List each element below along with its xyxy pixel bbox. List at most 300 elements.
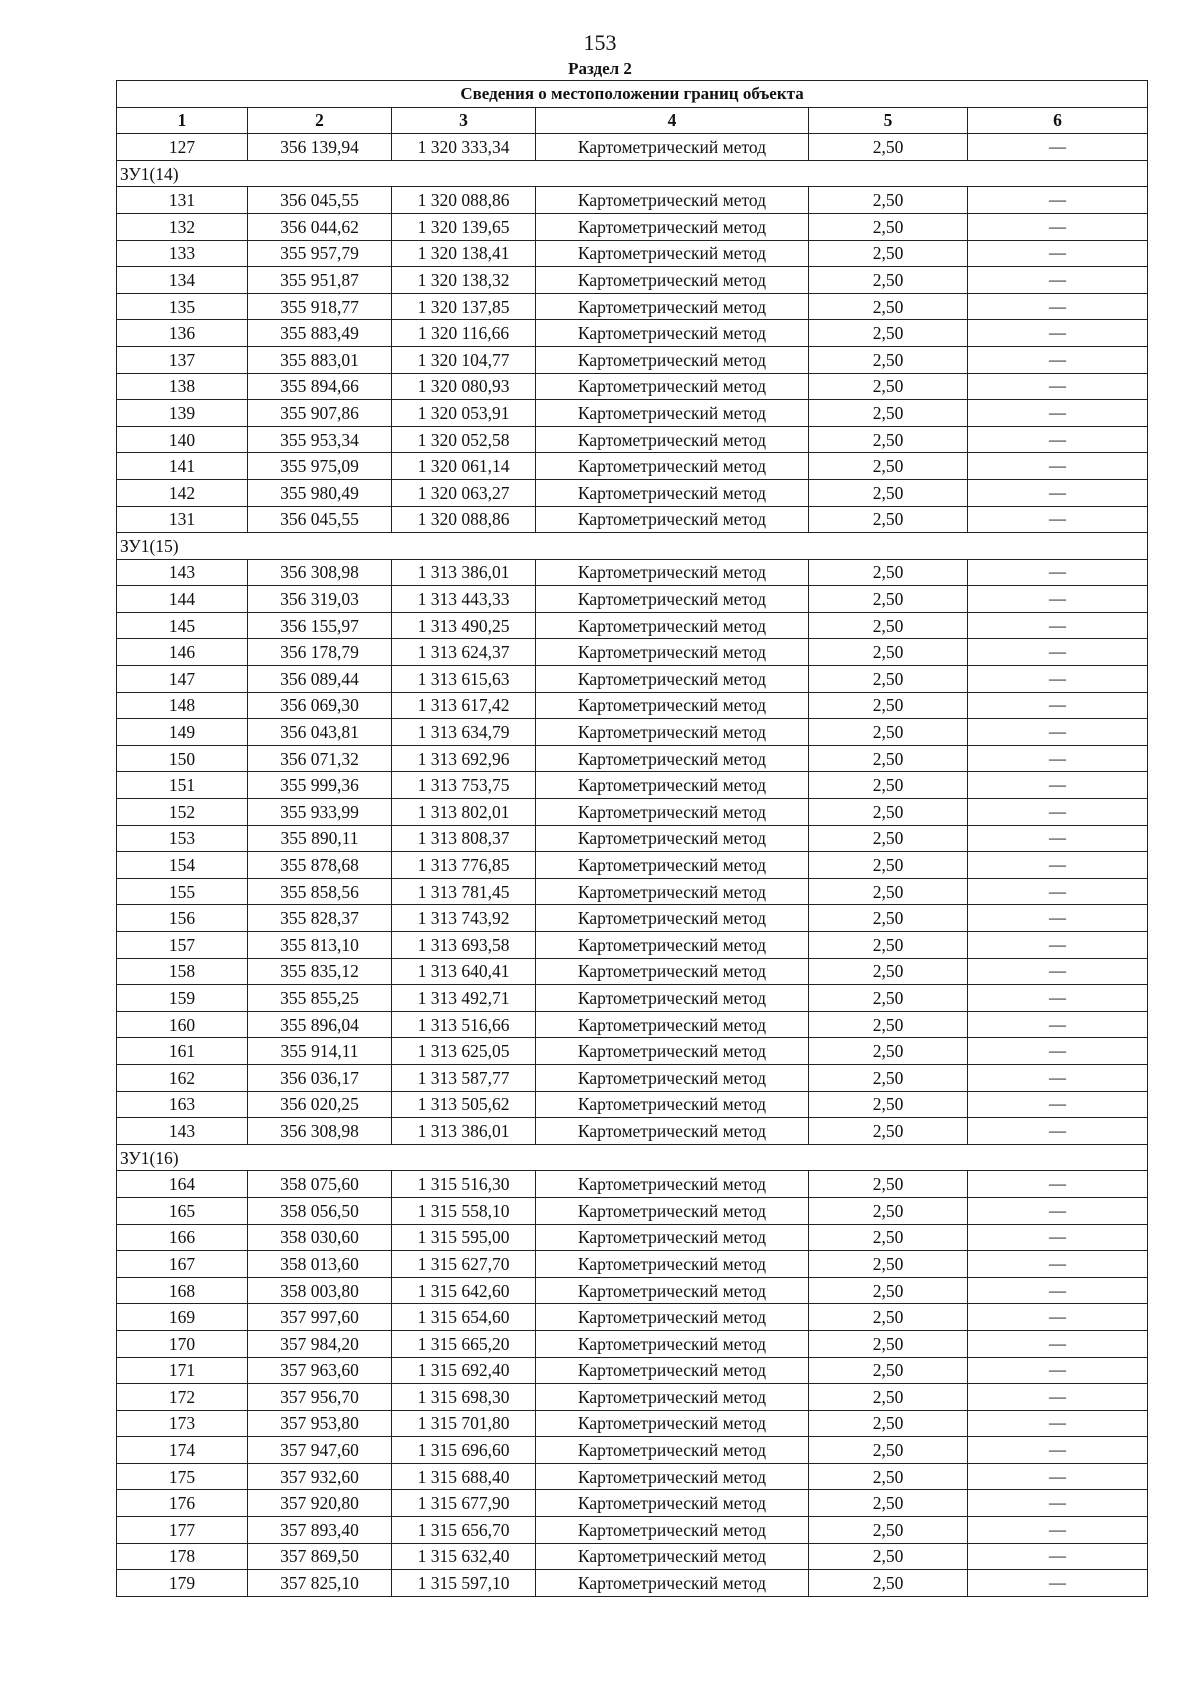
description-cell: — <box>968 134 1148 161</box>
y-coordinate-cell: 1 315 597,10 <box>392 1570 536 1597</box>
description-cell: — <box>968 426 1148 453</box>
table-row <box>117 932 1148 959</box>
accuracy-cell: 2,50 <box>809 1410 968 1437</box>
y-coordinate-cell: 1 313 634,79 <box>392 719 536 746</box>
accuracy-cell: 2,50 <box>809 985 968 1012</box>
table-row <box>117 1171 1148 1198</box>
point-number-cell: 179 <box>117 1570 248 1597</box>
y-coordinate-cell: 1 315 627,70 <box>392 1251 536 1278</box>
x-coordinate-cell: 357 953,80 <box>248 1410 392 1437</box>
group-row <box>117 1144 1148 1171</box>
x-coordinate-cell: 357 825,10 <box>248 1570 392 1597</box>
description-cell: — <box>968 905 1148 932</box>
description-cell: — <box>968 559 1148 586</box>
description-cell: — <box>968 1543 1148 1570</box>
point-number-cell: 142 <box>117 479 248 506</box>
accuracy-cell: 2,50 <box>809 852 968 879</box>
column-header: 6 <box>968 107 1148 134</box>
table-row <box>117 1517 1148 1544</box>
point-number-cell: 170 <box>117 1330 248 1357</box>
point-number-cell: 149 <box>117 719 248 746</box>
method-cell: Картометрический метод <box>536 400 809 427</box>
description-cell: — <box>968 1304 1148 1331</box>
y-coordinate-cell: 1 313 587,77 <box>392 1064 536 1091</box>
description-cell: — <box>968 692 1148 719</box>
column-header: 3 <box>392 107 536 134</box>
y-coordinate-cell: 1 315 656,70 <box>392 1517 536 1544</box>
y-coordinate-cell: 1 315 654,60 <box>392 1304 536 1331</box>
table-row <box>117 878 1148 905</box>
method-cell: Картометрический метод <box>536 267 809 294</box>
accuracy-cell: 2,50 <box>809 187 968 214</box>
accuracy-cell: 2,50 <box>809 1171 968 1198</box>
x-coordinate-cell: 356 044,62 <box>248 213 392 240</box>
accuracy-cell: 2,50 <box>809 958 968 985</box>
method-cell: Картометрический метод <box>536 612 809 639</box>
point-number-cell: 144 <box>117 586 248 613</box>
table-row <box>117 240 1148 267</box>
x-coordinate-cell: 356 319,03 <box>248 586 392 613</box>
description-cell: — <box>968 1517 1148 1544</box>
table-row <box>117 506 1148 533</box>
table-row <box>117 719 1148 746</box>
method-cell: Картометрический метод <box>536 772 809 799</box>
x-coordinate-cell: 355 855,25 <box>248 985 392 1012</box>
accuracy-cell: 2,50 <box>809 1224 968 1251</box>
table-row <box>117 1357 1148 1384</box>
x-coordinate-cell: 358 075,60 <box>248 1171 392 1198</box>
accuracy-cell: 2,50 <box>809 1118 968 1145</box>
x-coordinate-cell: 357 893,40 <box>248 1517 392 1544</box>
y-coordinate-cell: 1 320 104,77 <box>392 346 536 373</box>
point-number-cell: 168 <box>117 1277 248 1304</box>
x-coordinate-cell: 357 963,60 <box>248 1357 392 1384</box>
table-row <box>117 426 1148 453</box>
point-number-cell: 166 <box>117 1224 248 1251</box>
table-row <box>117 612 1148 639</box>
x-coordinate-cell: 355 951,87 <box>248 267 392 294</box>
accuracy-cell: 2,50 <box>809 772 968 799</box>
y-coordinate-cell: 1 320 061,14 <box>392 453 536 480</box>
description-cell: — <box>968 852 1148 879</box>
y-coordinate-cell: 1 313 443,33 <box>392 586 536 613</box>
y-coordinate-cell: 1 315 698,30 <box>392 1384 536 1411</box>
x-coordinate-cell: 356 045,55 <box>248 187 392 214</box>
point-number-cell: 171 <box>117 1357 248 1384</box>
table-row <box>117 1091 1148 1118</box>
method-cell: Картометрический метод <box>536 453 809 480</box>
method-cell: Картометрический метод <box>536 958 809 985</box>
x-coordinate-cell: 355 890,11 <box>248 825 392 852</box>
description-cell: — <box>968 1011 1148 1038</box>
accuracy-cell: 2,50 <box>809 612 968 639</box>
x-coordinate-cell: 356 069,30 <box>248 692 392 719</box>
y-coordinate-cell: 1 320 052,58 <box>392 426 536 453</box>
description-cell: — <box>968 1570 1148 1597</box>
method-cell: Картометрический метод <box>536 320 809 347</box>
column-header-row <box>117 107 1148 134</box>
table-row <box>117 479 1148 506</box>
accuracy-cell: 2,50 <box>809 1490 968 1517</box>
y-coordinate-cell: 1 313 781,45 <box>392 878 536 905</box>
x-coordinate-cell: 355 914,11 <box>248 1038 392 1065</box>
accuracy-cell: 2,50 <box>809 932 968 959</box>
table-row <box>117 1330 1148 1357</box>
table-row <box>117 666 1148 693</box>
accuracy-cell: 2,50 <box>809 586 968 613</box>
method-cell: Картометрический метод <box>536 692 809 719</box>
point-number-cell: 176 <box>117 1490 248 1517</box>
point-number-cell: 173 <box>117 1410 248 1437</box>
y-coordinate-cell: 1 313 743,92 <box>392 905 536 932</box>
method-cell: Картометрический метод <box>536 1357 809 1384</box>
accuracy-cell: 2,50 <box>809 799 968 826</box>
y-coordinate-cell: 1 320 139,65 <box>392 213 536 240</box>
point-number-cell: 138 <box>117 373 248 400</box>
description-cell: — <box>968 453 1148 480</box>
accuracy-cell: 2,50 <box>809 1251 968 1278</box>
accuracy-cell: 2,50 <box>809 293 968 320</box>
method-cell: Картометрический метод <box>536 1251 809 1278</box>
point-number-cell: 153 <box>117 825 248 852</box>
y-coordinate-cell: 1 315 688,40 <box>392 1463 536 1490</box>
y-coordinate-cell: 1 320 116,66 <box>392 320 536 347</box>
y-coordinate-cell: 1 320 088,86 <box>392 187 536 214</box>
table-body <box>117 134 1148 1597</box>
description-cell: — <box>968 1437 1148 1464</box>
y-coordinate-cell: 1 313 753,75 <box>392 772 536 799</box>
point-number-cell: 156 <box>117 905 248 932</box>
table-row <box>117 320 1148 347</box>
table-row <box>117 1437 1148 1464</box>
y-coordinate-cell: 1 320 138,41 <box>392 240 536 267</box>
boundary-coordinates-table <box>116 80 1148 1597</box>
point-number-cell: 143 <box>117 1118 248 1145</box>
group-label: ЗУ1(14) <box>117 160 1148 187</box>
method-cell: Картометрический метод <box>536 1384 809 1411</box>
point-number-cell: 150 <box>117 745 248 772</box>
method-cell: Картометрический метод <box>536 506 809 533</box>
x-coordinate-cell: 355 835,12 <box>248 958 392 985</box>
method-cell: Картометрический метод <box>536 719 809 746</box>
description-cell: — <box>968 958 1148 985</box>
y-coordinate-cell: 1 313 617,42 <box>392 692 536 719</box>
y-coordinate-cell: 1 313 640,41 <box>392 958 536 985</box>
accuracy-cell: 2,50 <box>809 692 968 719</box>
point-number-cell: 161 <box>117 1038 248 1065</box>
table-row <box>117 1570 1148 1597</box>
point-number-cell: 155 <box>117 878 248 905</box>
table-row <box>117 346 1148 373</box>
method-cell: Картометрический метод <box>536 373 809 400</box>
accuracy-cell: 2,50 <box>809 1038 968 1065</box>
accuracy-cell: 2,50 <box>809 1304 968 1331</box>
table-row <box>117 559 1148 586</box>
y-coordinate-cell: 1 320 053,91 <box>392 400 536 427</box>
accuracy-cell: 2,50 <box>809 1064 968 1091</box>
point-number-cell: 148 <box>117 692 248 719</box>
y-coordinate-cell: 1 320 088,86 <box>392 506 536 533</box>
accuracy-cell: 2,50 <box>809 905 968 932</box>
description-cell: — <box>968 745 1148 772</box>
description-cell: — <box>968 772 1148 799</box>
table-row <box>117 852 1148 879</box>
method-cell: Картометрический метод <box>536 878 809 905</box>
x-coordinate-cell: 356 089,44 <box>248 666 392 693</box>
point-number-cell: 163 <box>117 1091 248 1118</box>
description-cell: — <box>968 586 1148 613</box>
accuracy-cell: 2,50 <box>809 1357 968 1384</box>
table-row <box>117 373 1148 400</box>
y-coordinate-cell: 1 313 386,01 <box>392 1118 536 1145</box>
table-row <box>117 213 1148 240</box>
description-cell: — <box>968 1038 1148 1065</box>
x-coordinate-cell: 356 020,25 <box>248 1091 392 1118</box>
point-number-cell: 131 <box>117 187 248 214</box>
accuracy-cell: 2,50 <box>809 1091 968 1118</box>
y-coordinate-cell: 1 313 505,62 <box>392 1091 536 1118</box>
accuracy-cell: 2,50 <box>809 1330 968 1357</box>
point-number-cell: 131 <box>117 506 248 533</box>
x-coordinate-cell: 357 947,60 <box>248 1437 392 1464</box>
point-number-cell: 160 <box>117 1011 248 1038</box>
y-coordinate-cell: 1 320 137,85 <box>392 293 536 320</box>
accuracy-cell: 2,50 <box>809 400 968 427</box>
description-cell: — <box>968 1064 1148 1091</box>
accuracy-cell: 2,50 <box>809 719 968 746</box>
y-coordinate-cell: 1 313 516,66 <box>392 1011 536 1038</box>
method-cell: Картометрический метод <box>536 187 809 214</box>
x-coordinate-cell: 355 858,56 <box>248 878 392 905</box>
description-cell: — <box>968 1330 1148 1357</box>
method-cell: Картометрический метод <box>536 1330 809 1357</box>
x-coordinate-cell: 356 155,97 <box>248 612 392 639</box>
table-row <box>117 1224 1148 1251</box>
method-cell: Картометрический метод <box>536 1091 809 1118</box>
description-cell: — <box>968 612 1148 639</box>
table-row <box>117 1490 1148 1517</box>
point-number-cell: 154 <box>117 852 248 879</box>
description-cell: — <box>968 799 1148 826</box>
accuracy-cell: 2,50 <box>809 1277 968 1304</box>
table-row <box>117 1277 1148 1304</box>
x-coordinate-cell: 355 953,34 <box>248 426 392 453</box>
method-cell: Картометрический метод <box>536 1304 809 1331</box>
y-coordinate-cell: 1 313 802,01 <box>392 799 536 826</box>
accuracy-cell: 2,50 <box>809 506 968 533</box>
column-header: 4 <box>536 107 809 134</box>
method-cell: Картометрический метод <box>536 745 809 772</box>
group-label: ЗУ1(15) <box>117 533 1148 560</box>
x-coordinate-cell: 355 883,01 <box>248 346 392 373</box>
group-label: ЗУ1(16) <box>117 1144 1148 1171</box>
x-coordinate-cell: 355 883,49 <box>248 320 392 347</box>
point-number-cell: 162 <box>117 1064 248 1091</box>
point-number-cell: 147 <box>117 666 248 693</box>
description-cell: — <box>968 1410 1148 1437</box>
x-coordinate-cell: 355 918,77 <box>248 293 392 320</box>
method-cell: Картометрический метод <box>536 293 809 320</box>
x-coordinate-cell: 356 139,94 <box>248 134 392 161</box>
x-coordinate-cell: 356 036,17 <box>248 1064 392 1091</box>
table-row <box>117 1118 1148 1145</box>
method-cell: Картометрический метод <box>536 559 809 586</box>
y-coordinate-cell: 1 315 595,00 <box>392 1224 536 1251</box>
x-coordinate-cell: 357 984,20 <box>248 1330 392 1357</box>
column-header: 1 <box>117 107 248 134</box>
accuracy-cell: 2,50 <box>809 346 968 373</box>
description-cell: — <box>968 320 1148 347</box>
point-number-cell: 178 <box>117 1543 248 1570</box>
y-coordinate-cell: 1 315 665,20 <box>392 1330 536 1357</box>
x-coordinate-cell: 355 896,04 <box>248 1011 392 1038</box>
x-coordinate-cell: 356 045,55 <box>248 506 392 533</box>
method-cell: Картометрический метод <box>536 1277 809 1304</box>
point-number-cell: 143 <box>117 559 248 586</box>
table-row <box>117 293 1148 320</box>
description-cell: — <box>968 1277 1148 1304</box>
accuracy-cell: 2,50 <box>809 745 968 772</box>
description-cell: — <box>968 1251 1148 1278</box>
description-cell: — <box>968 719 1148 746</box>
point-number-cell: 165 <box>117 1197 248 1224</box>
x-coordinate-cell: 358 013,60 <box>248 1251 392 1278</box>
y-coordinate-cell: 1 320 080,93 <box>392 373 536 400</box>
description-cell: — <box>968 932 1148 959</box>
column-header: 5 <box>809 107 968 134</box>
point-number-cell: 175 <box>117 1463 248 1490</box>
method-cell: Картометрический метод <box>536 1224 809 1251</box>
table-row <box>117 1304 1148 1331</box>
y-coordinate-cell: 1 315 516,30 <box>392 1171 536 1198</box>
method-cell: Картометрический метод <box>536 1011 809 1038</box>
method-cell: Картометрический метод <box>536 825 809 852</box>
accuracy-cell: 2,50 <box>809 134 968 161</box>
y-coordinate-cell: 1 313 693,58 <box>392 932 536 959</box>
point-number-cell: 127 <box>117 134 248 161</box>
description-cell: — <box>968 878 1148 905</box>
accuracy-cell: 2,50 <box>809 825 968 852</box>
accuracy-cell: 2,50 <box>809 213 968 240</box>
method-cell: Картометрический метод <box>536 426 809 453</box>
method-cell: Картометрический метод <box>536 666 809 693</box>
table-row <box>117 745 1148 772</box>
description-cell: — <box>968 1171 1148 1198</box>
point-number-cell: 139 <box>117 400 248 427</box>
group-row <box>117 160 1148 187</box>
method-cell: Картометрический метод <box>536 1118 809 1145</box>
description-cell: — <box>968 985 1148 1012</box>
table-row <box>117 400 1148 427</box>
table-row <box>117 985 1148 1012</box>
description-cell: — <box>968 346 1148 373</box>
point-number-cell: 135 <box>117 293 248 320</box>
x-coordinate-cell: 356 071,32 <box>248 745 392 772</box>
table-row <box>117 1543 1148 1570</box>
y-coordinate-cell: 1 320 063,27 <box>392 479 536 506</box>
table-row <box>117 267 1148 294</box>
method-cell: Картометрический метод <box>536 1463 809 1490</box>
table-caption: Сведения о местоположении границ объекта <box>117 81 1148 108</box>
point-number-cell: 159 <box>117 985 248 1012</box>
x-coordinate-cell: 355 957,79 <box>248 240 392 267</box>
table-row <box>117 772 1148 799</box>
x-coordinate-cell: 358 003,80 <box>248 1277 392 1304</box>
x-coordinate-cell: 356 043,81 <box>248 719 392 746</box>
description-cell: — <box>968 1118 1148 1145</box>
description-cell: — <box>968 373 1148 400</box>
table-row <box>117 1251 1148 1278</box>
point-number-cell: 177 <box>117 1517 248 1544</box>
table-row <box>117 1038 1148 1065</box>
page-number: 153 <box>583 30 617 55</box>
description-cell: — <box>968 267 1148 294</box>
description-cell: — <box>968 1463 1148 1490</box>
y-coordinate-cell: 1 313 776,85 <box>392 852 536 879</box>
column-header: 2 <box>248 107 392 134</box>
y-coordinate-cell: 1 315 642,60 <box>392 1277 536 1304</box>
accuracy-cell: 2,50 <box>809 1197 968 1224</box>
method-cell: Картометрический метод <box>536 1197 809 1224</box>
point-number-cell: 172 <box>117 1384 248 1411</box>
x-coordinate-cell: 356 308,98 <box>248 559 392 586</box>
description-cell: — <box>968 1224 1148 1251</box>
method-cell: Картометрический метод <box>536 586 809 613</box>
y-coordinate-cell: 1 315 701,80 <box>392 1410 536 1437</box>
table-caption-row <box>117 81 1148 108</box>
method-cell: Картометрический метод <box>536 1570 809 1597</box>
table-row <box>117 187 1148 214</box>
x-coordinate-cell: 355 933,99 <box>248 799 392 826</box>
description-cell: — <box>968 400 1148 427</box>
method-cell: Картометрический метод <box>536 240 809 267</box>
table-row <box>117 825 1148 852</box>
y-coordinate-cell: 1 313 625,05 <box>392 1038 536 1065</box>
description-cell: — <box>968 666 1148 693</box>
accuracy-cell: 2,50 <box>809 639 968 666</box>
y-coordinate-cell: 1 313 490,25 <box>392 612 536 639</box>
method-cell: Картометрический метод <box>536 1543 809 1570</box>
description-cell: — <box>968 187 1148 214</box>
x-coordinate-cell: 357 956,70 <box>248 1384 392 1411</box>
x-coordinate-cell: 357 997,60 <box>248 1304 392 1331</box>
accuracy-cell: 2,50 <box>809 267 968 294</box>
method-cell: Картометрический метод <box>536 985 809 1012</box>
table-row <box>117 134 1148 161</box>
accuracy-cell: 2,50 <box>809 1011 968 1038</box>
method-cell: Картометрический метод <box>536 1517 809 1544</box>
point-number-cell: 164 <box>117 1171 248 1198</box>
accuracy-cell: 2,50 <box>809 559 968 586</box>
x-coordinate-cell: 355 907,86 <box>248 400 392 427</box>
y-coordinate-cell: 1 315 558,10 <box>392 1197 536 1224</box>
point-number-cell: 141 <box>117 453 248 480</box>
method-cell: Картометрический метод <box>536 852 809 879</box>
point-number-cell: 174 <box>117 1437 248 1464</box>
method-cell: Картометрический метод <box>536 1038 809 1065</box>
accuracy-cell: 2,50 <box>809 1570 968 1597</box>
y-coordinate-cell: 1 320 138,32 <box>392 267 536 294</box>
y-coordinate-cell: 1 315 677,90 <box>392 1490 536 1517</box>
x-coordinate-cell: 355 894,66 <box>248 373 392 400</box>
description-cell: — <box>968 1357 1148 1384</box>
section-title: Раздел 2 <box>568 59 632 78</box>
method-cell: Картометрический метод <box>536 213 809 240</box>
method-cell: Картометрический метод <box>536 134 809 161</box>
accuracy-cell: 2,50 <box>809 426 968 453</box>
table-row <box>117 586 1148 613</box>
point-number-cell: 152 <box>117 799 248 826</box>
